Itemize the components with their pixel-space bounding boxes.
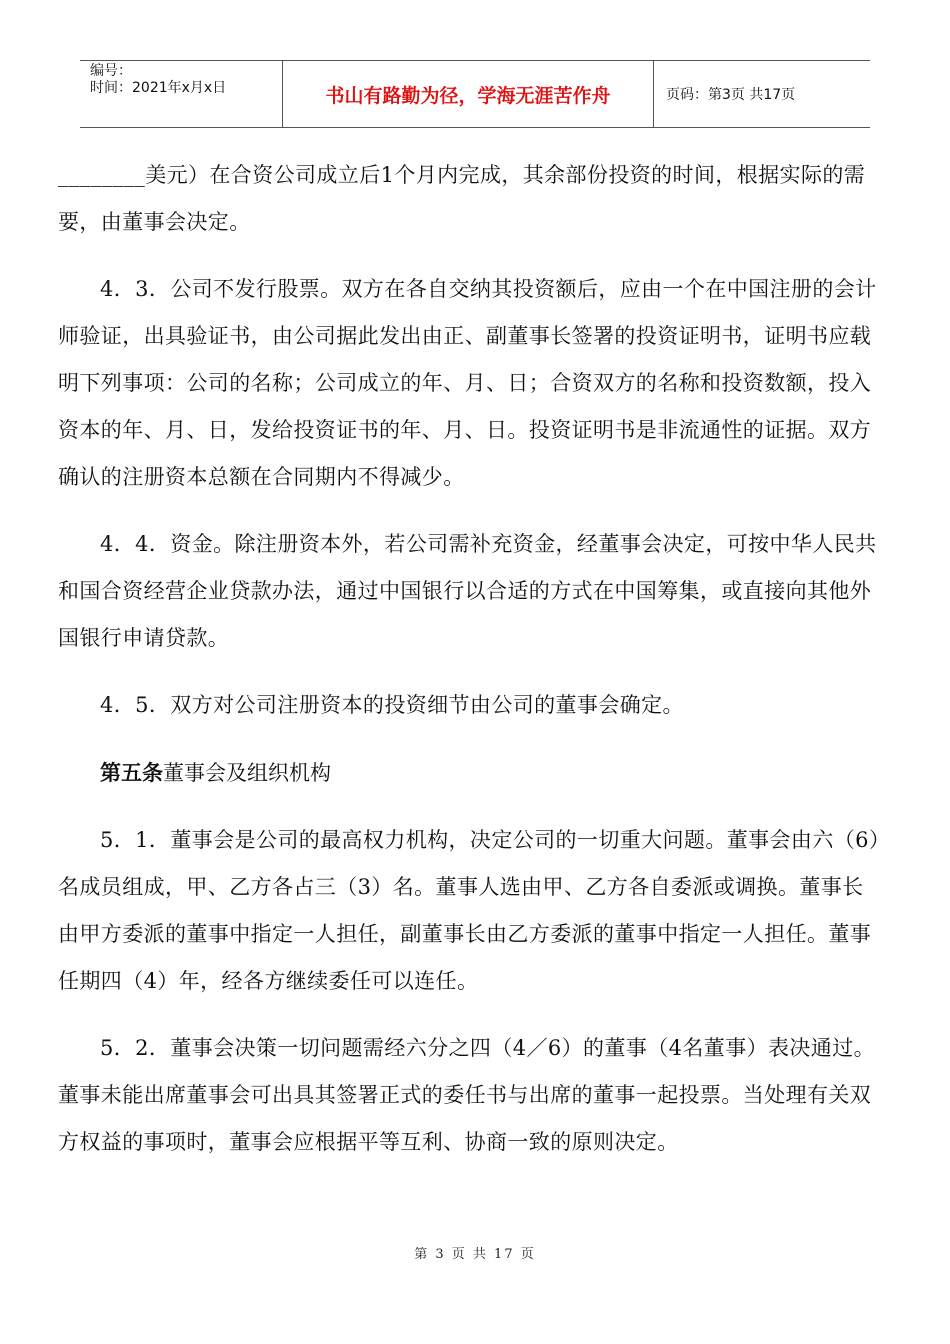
section-5-heading — [58, 749, 882, 797]
paragraph-continuation: ________美元）在合资公司成立后1个月内完成，其余部份投资的时间，根据实际的需要，由董事会决定。 — [58, 163, 866, 234]
document-time-label: 时间：2021年x月x日 — [90, 80, 227, 96]
document-number-label: 编号： — [90, 63, 132, 79]
header-meta — [80, 61, 282, 127]
clause-5-1: 5．1．董事会是公司的最高权力机构，决定公司的一切重大问题。董事会由六（6）名成员组成，甲、乙方各占三（3）名。董事人选由甲、乙方各自委派或调换。董事长由甲方委派的董事中指定一人担任，副董事长由乙方委派的董事中指定一人担任。董事任期四（4）年，经各方继续委任可以连任。 — [58, 828, 880, 993]
section-5-number: 第五条 — [100, 760, 163, 785]
header-page-info: 页码：第3页 共17页 — [666, 87, 796, 103]
page-header — [80, 60, 870, 128]
clause-4-4: 4．4．资金。除注册资本外，若公司需补充资金，经董事会决定，可按中华人民共和国合资经营企业贷款办法，通过中国银行以合适的方式在中国筹集，或直接向其他外国银行申请贷款。 — [58, 532, 877, 650]
clause-4-3: 4．3．公司不发行股票。双方在各自交纳其投资额后，应由一个在中国注册的会计师验证，出具验证书，由公司据此发出由正、副董事长签署的投资证明书，证明书应载明下列事项：公司的名称；公司成立的年、月、日；合资双方的名称和投资数额，投入资本的年、月、日，发给投资证书的年、月、日。投资证明书是非流通性的证据。双方确认的注册资本总额在合同期内不得减少。 — [58, 277, 877, 489]
page-footer: 第 3 页 共 17 页 — [414, 1247, 536, 1262]
section-5-title: 董事会及组织机构 — [163, 761, 331, 785]
clause-4-5: 4．5．双方对公司注册资本的投资细节由公司的董事会确定。 — [100, 693, 684, 717]
clause-5-2: 5．2．董事会决策一切问题需经六分之四（4／6）的董事（4名董事）表决通过。董事未能出席董事会可出具其签署正式的委任书与出席的董事一起投票。当处理有关双方权益的事项时，董事会应根据平等互利、协商一致的原则决定。 — [58, 1036, 876, 1154]
header-motto: 书山有路勤为径，学海无涯苦作舟 — [282, 61, 654, 127]
document-body — [58, 152, 882, 1186]
